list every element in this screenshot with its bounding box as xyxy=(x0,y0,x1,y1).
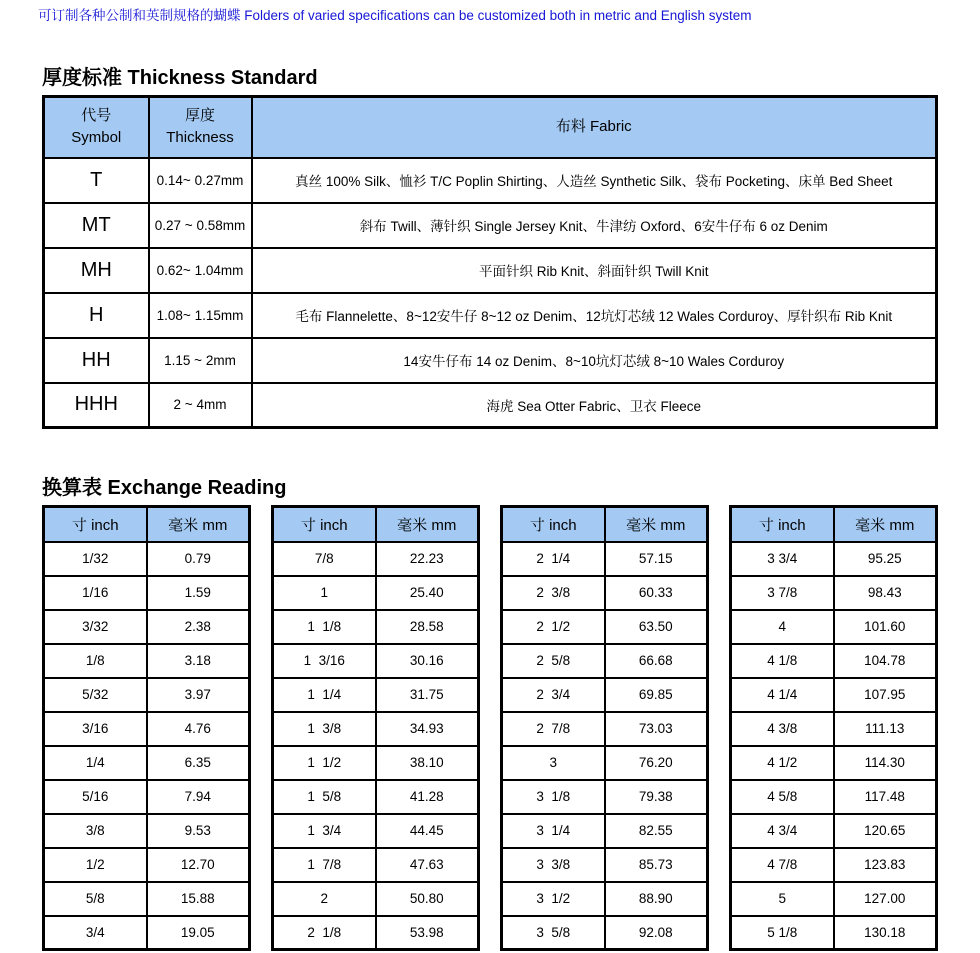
table-row xyxy=(731,678,937,712)
header-row xyxy=(731,507,937,542)
col-header-thickness-en: Thickness xyxy=(166,129,234,147)
inch-cell: 3/16 xyxy=(44,712,147,746)
header-row xyxy=(44,507,250,542)
inch-cell: 3 1/8 xyxy=(502,780,605,814)
table-row xyxy=(44,678,250,712)
mm-cell: 76.20 xyxy=(605,746,708,780)
exchange-table-4 xyxy=(729,505,938,951)
inch-cell: 1 1/4 xyxy=(273,678,376,712)
mm-cell: 3.97 xyxy=(147,678,250,712)
mm-cell: 60.33 xyxy=(605,576,708,610)
inch-cell: 4 xyxy=(731,610,834,644)
table-row xyxy=(273,576,479,610)
fabric-cell: 斜布 Twill、薄针织 Single Jersey Knit、牛津纺 Oxford、6安牛仔布 6 oz Denim xyxy=(252,203,937,248)
inch-cell: 1/4 xyxy=(44,746,147,780)
table-row xyxy=(44,248,937,293)
fabric-cell: 海虎 Sea Otter Fabric、卫衣 Fleece xyxy=(252,383,937,428)
mm-cell: 19.05 xyxy=(147,916,250,950)
table-row xyxy=(502,610,708,644)
col-header-inch: 寸 inch xyxy=(731,507,834,542)
table-row xyxy=(273,848,479,882)
mm-cell: 22.23 xyxy=(376,542,479,576)
thickness-standard-title: 厚度标准 Thickness Standard xyxy=(42,67,318,89)
table-row xyxy=(44,542,250,576)
table-row xyxy=(44,203,937,248)
col-header-symbol-zh: 代号 xyxy=(81,106,112,124)
table-row xyxy=(273,610,479,644)
mm-cell: 101.60 xyxy=(834,610,937,644)
inch-cell: 1 3/8 xyxy=(273,712,376,746)
exchange-table-3 xyxy=(500,505,709,951)
mm-cell: 28.58 xyxy=(376,610,479,644)
col-header-inch: 寸 inch xyxy=(44,507,147,542)
col-header-mm: 毫米 mm xyxy=(376,507,479,542)
table-row xyxy=(502,746,708,780)
col-header-inch: 寸 inch xyxy=(273,507,376,542)
table-row xyxy=(44,746,250,780)
inch-cell: 1 1/8 xyxy=(273,610,376,644)
table-row xyxy=(502,882,708,916)
table-row xyxy=(273,814,479,848)
mm-cell: 120.65 xyxy=(834,814,937,848)
header-row xyxy=(502,507,708,542)
inch-cell: 4 5/8 xyxy=(731,780,834,814)
col-header-fabric: 布料 Fabric xyxy=(252,97,937,158)
col-header-symbol xyxy=(44,97,149,158)
header-row xyxy=(273,507,479,542)
inch-cell: 3 5/8 xyxy=(502,916,605,950)
table-row xyxy=(44,916,250,950)
mm-cell: 82.55 xyxy=(605,814,708,848)
fabric-cell: 毛布 Flannelette、8~12安牛仔 8~12 oz Denim、12坑灯芯绒 12 Wales Corduroy、厚针织布 Rib Knit xyxy=(252,293,937,338)
thickness-cell: 2 ~ 4mm xyxy=(149,383,252,428)
col-header-mm: 毫米 mm xyxy=(834,507,937,542)
mm-cell: 30.16 xyxy=(376,644,479,678)
mm-cell: 92.08 xyxy=(605,916,708,950)
col-header-thickness xyxy=(149,97,252,158)
table-row xyxy=(731,610,937,644)
mm-cell: 130.18 xyxy=(834,916,937,950)
mm-cell: 111.13 xyxy=(834,712,937,746)
inch-cell: 2 1/2 xyxy=(502,610,605,644)
table-row xyxy=(731,848,937,882)
mm-cell: 63.50 xyxy=(605,610,708,644)
exchange-table-1 xyxy=(42,505,251,951)
table-row xyxy=(44,576,250,610)
thickness-cell: 1.08~ 1.15mm xyxy=(149,293,252,338)
mm-cell: 25.40 xyxy=(376,576,479,610)
inch-cell: 1 7/8 xyxy=(273,848,376,882)
header-row xyxy=(44,97,937,158)
mm-cell: 3.18 xyxy=(147,644,250,678)
table-row xyxy=(731,576,937,610)
inch-cell: 2 xyxy=(273,882,376,916)
mm-cell: 0.79 xyxy=(147,542,250,576)
mm-cell: 107.95 xyxy=(834,678,937,712)
mm-cell: 127.00 xyxy=(834,882,937,916)
table-row xyxy=(273,712,479,746)
table-row xyxy=(731,814,937,848)
table-row xyxy=(273,916,479,950)
table-row xyxy=(502,814,708,848)
table-row xyxy=(44,814,250,848)
table-row xyxy=(44,158,937,203)
inch-cell: 5/32 xyxy=(44,678,147,712)
inch-cell: 3 xyxy=(502,746,605,780)
mm-cell: 4.76 xyxy=(147,712,250,746)
mm-cell: 53.98 xyxy=(376,916,479,950)
table-row xyxy=(273,780,479,814)
inch-cell: 3/8 xyxy=(44,814,147,848)
inch-cell: 3 1/4 xyxy=(502,814,605,848)
table-row xyxy=(44,780,250,814)
thickness-cell: 0.14~ 0.27mm xyxy=(149,158,252,203)
table-row xyxy=(44,848,250,882)
table-row xyxy=(502,712,708,746)
thickness-cell: 1.15 ~ 2mm xyxy=(149,338,252,383)
mm-cell: 66.68 xyxy=(605,644,708,678)
mm-cell: 38.10 xyxy=(376,746,479,780)
table-row xyxy=(502,644,708,678)
mm-cell: 44.45 xyxy=(376,814,479,848)
mm-cell: 34.93 xyxy=(376,712,479,746)
inch-cell: 3 7/8 xyxy=(731,576,834,610)
inch-cell: 1 3/4 xyxy=(273,814,376,848)
inch-cell: 3 3/8 xyxy=(502,848,605,882)
table-row xyxy=(273,644,479,678)
symbol-cell: T xyxy=(44,158,149,203)
mm-cell: 98.43 xyxy=(834,576,937,610)
table-row xyxy=(44,383,937,428)
mm-cell: 47.63 xyxy=(376,848,479,882)
mm-cell: 79.38 xyxy=(605,780,708,814)
table-row xyxy=(502,848,708,882)
table-row xyxy=(731,916,937,950)
inch-cell: 1/2 xyxy=(44,848,147,882)
table-row xyxy=(44,644,250,678)
inch-cell: 1/16 xyxy=(44,576,147,610)
table-row xyxy=(731,542,937,576)
inch-cell: 1 5/8 xyxy=(273,780,376,814)
mm-cell: 117.48 xyxy=(834,780,937,814)
table-row xyxy=(502,542,708,576)
inch-cell: 5 1/8 xyxy=(731,916,834,950)
inch-cell: 2 1/4 xyxy=(502,542,605,576)
inch-cell: 7/8 xyxy=(273,542,376,576)
table-row xyxy=(273,746,479,780)
mm-cell: 123.83 xyxy=(834,848,937,882)
mm-cell: 7.94 xyxy=(147,780,250,814)
table-row xyxy=(273,678,479,712)
thickness-cell: 0.27 ~ 0.58mm xyxy=(149,203,252,248)
mm-cell: 1.59 xyxy=(147,576,250,610)
table-row xyxy=(44,712,250,746)
thickness-table xyxy=(42,95,938,429)
table-row xyxy=(731,746,937,780)
col-header-inch: 寸 inch xyxy=(502,507,605,542)
inch-cell: 4 3/8 xyxy=(731,712,834,746)
table-row xyxy=(44,293,937,338)
inch-cell: 1 xyxy=(273,576,376,610)
inch-cell: 1 3/16 xyxy=(273,644,376,678)
inch-cell: 4 7/8 xyxy=(731,848,834,882)
exchange-tables xyxy=(42,505,938,951)
mm-cell: 104.78 xyxy=(834,644,937,678)
mm-cell: 31.75 xyxy=(376,678,479,712)
symbol-cell: H xyxy=(44,293,149,338)
exchange-table-2 xyxy=(271,505,480,951)
table-row xyxy=(502,916,708,950)
col-header-symbol-en: Symbol xyxy=(71,129,122,147)
col-header-thickness-zh: 厚度 xyxy=(184,106,215,124)
table-row xyxy=(44,610,250,644)
mm-cell: 114.30 xyxy=(834,746,937,780)
inch-cell: 4 1/8 xyxy=(731,644,834,678)
col-header-mm: 毫米 mm xyxy=(147,507,250,542)
mm-cell: 6.35 xyxy=(147,746,250,780)
inch-cell: 5/16 xyxy=(44,780,147,814)
mm-cell: 88.90 xyxy=(605,882,708,916)
inch-cell: 3/4 xyxy=(44,916,147,950)
symbol-cell: MH xyxy=(44,248,149,293)
fabric-cell: 平面针织 Rib Knit、斜面针织 Twill Knit xyxy=(252,248,937,293)
table-row xyxy=(731,712,937,746)
table-row xyxy=(44,882,250,916)
table-row xyxy=(502,678,708,712)
inch-cell: 1/32 xyxy=(44,542,147,576)
inch-cell: 2 3/8 xyxy=(502,576,605,610)
mm-cell: 41.28 xyxy=(376,780,479,814)
table-row xyxy=(273,542,479,576)
table-row xyxy=(502,576,708,610)
symbol-cell: HHH xyxy=(44,383,149,428)
table-row xyxy=(502,780,708,814)
thickness-table-header xyxy=(44,97,937,158)
inch-cell: 2 3/4 xyxy=(502,678,605,712)
symbol-cell: MT xyxy=(44,203,149,248)
top-note: 可订制各种公制和英制规格的蝴蝶 Folders of varied specifications can be customized both in metric and English system xyxy=(38,8,752,23)
thickness-cell: 0.62~ 1.04mm xyxy=(149,248,252,293)
mm-cell: 57.15 xyxy=(605,542,708,576)
table-row xyxy=(731,644,937,678)
inch-cell: 1/8 xyxy=(44,644,147,678)
mm-cell: 50.80 xyxy=(376,882,479,916)
table-row xyxy=(731,780,937,814)
mm-cell: 73.03 xyxy=(605,712,708,746)
inch-cell: 3/32 xyxy=(44,610,147,644)
inch-cell: 3 3/4 xyxy=(731,542,834,576)
mm-cell: 12.70 xyxy=(147,848,250,882)
mm-cell: 9.53 xyxy=(147,814,250,848)
table-row xyxy=(731,882,937,916)
mm-cell: 15.88 xyxy=(147,882,250,916)
inch-cell: 4 3/4 xyxy=(731,814,834,848)
inch-cell: 4 1/4 xyxy=(731,678,834,712)
inch-cell: 2 1/8 xyxy=(273,916,376,950)
symbol-cell: HH xyxy=(44,338,149,383)
fabric-cell: 真丝 100% Silk、恤衫 T/C Poplin Shirting、人造丝 Synthetic Silk、袋布 Pocketing、床单 Bed Sheet xyxy=(252,158,937,203)
table-row xyxy=(44,338,937,383)
inch-cell: 4 1/2 xyxy=(731,746,834,780)
fabric-cell: 14安牛仔布 14 oz Denim、8~10坑灯芯绒 8~10 Wales Corduroy xyxy=(252,338,937,383)
inch-cell: 1 1/2 xyxy=(273,746,376,780)
mm-cell: 95.25 xyxy=(834,542,937,576)
inch-cell: 2 5/8 xyxy=(502,644,605,678)
thickness-table-body xyxy=(44,158,937,428)
mm-cell: 85.73 xyxy=(605,848,708,882)
exchange-reading-title: 换算表 Exchange Reading xyxy=(42,477,287,499)
mm-cell: 2.38 xyxy=(147,610,250,644)
table-row xyxy=(273,882,479,916)
inch-cell: 5/8 xyxy=(44,882,147,916)
inch-cell: 2 7/8 xyxy=(502,712,605,746)
col-header-mm: 毫米 mm xyxy=(605,507,708,542)
inch-cell: 3 1/2 xyxy=(502,882,605,916)
mm-cell: 69.85 xyxy=(605,678,708,712)
inch-cell: 5 xyxy=(731,882,834,916)
